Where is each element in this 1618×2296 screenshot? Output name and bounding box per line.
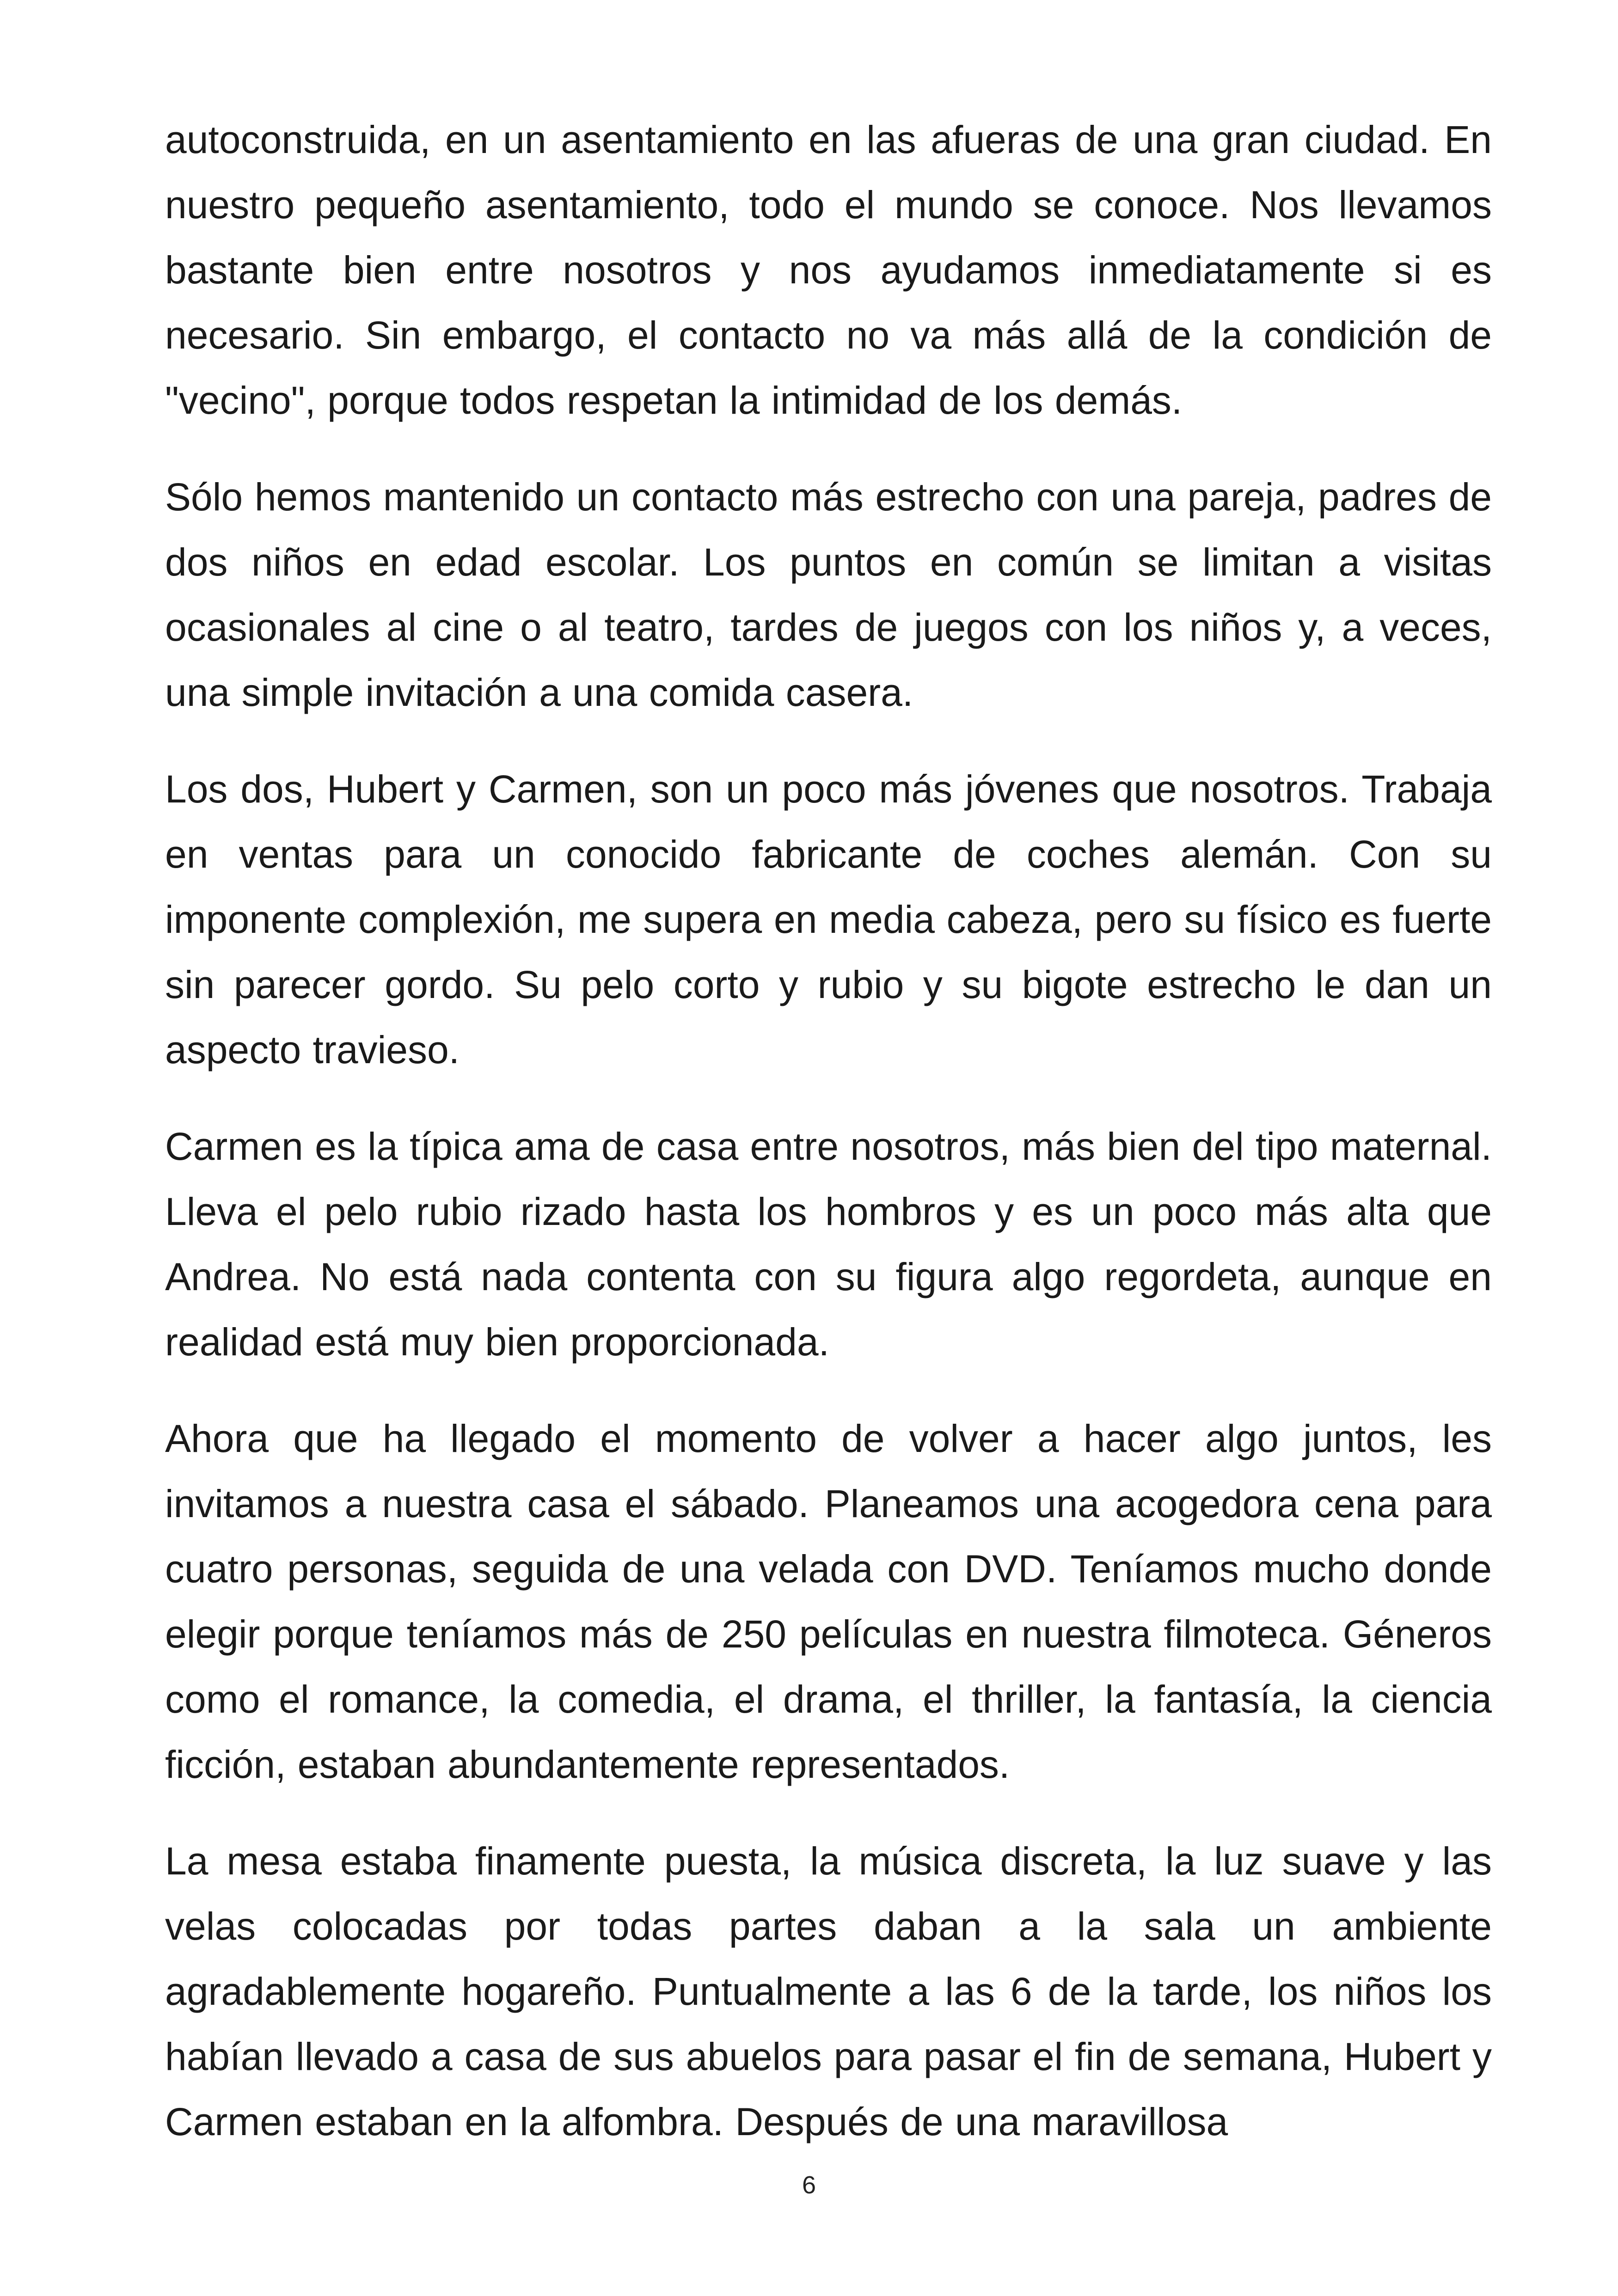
body-text xyxy=(165,107,1492,2186)
paragraph-5: Ahora que ha llegado el momento de volver a hacer algo juntos, les invitamos a nuestra casa el sábado. Planeamos una acogedora cena para cuatro personas, seguida de una velada con DVD. Teníamos mucho donde elegir porque teníamos más de 250 películas en nuestra filmoteca. Géneros como el romance, la comedia, el drama, el thriller, la fantasía, la ciencia ficción, estaban abundantemente representados. xyxy=(165,1417,1492,1786)
paragraph-3: Los dos, Hubert y Carmen, son un poco más jóvenes que nosotros. Trabaja en ventas para un conocido fabricante de coches alemán. Con su imponente complexión, me supera en media cabeza, pero su físico es fuerte sin parecer gordo. Su pelo corto y rubio y su bigote estrecho le dan un aspecto travieso. xyxy=(165,767,1492,1071)
paragraph-2: Sólo hemos mantenido un contacto más estrecho con una pareja, padres de dos niños en edad escolar. Los puntos en común se limitan a visitas ocasionales al cine o al teatro, tardes de juegos con los niños y, a veces, una simple invitación a una comida casera. xyxy=(165,475,1492,714)
paragraph-1: autoconstruida, en un asentamiento en las afueras de una gran ciudad. En nuestro pequeño asentamiento, todo el mundo se conoce. Nos llevamos bastante bien entre nosotros y nos ayudamos inmediatamente si es necesario. Sin embargo, el contacto no va más allá de la condición de "vecino", porque todos respetan la intimidad de los demás. xyxy=(165,118,1492,422)
page-number: 6 xyxy=(802,2171,816,2199)
paragraph-4: Carmen es la típica ama de casa entre nosotros, más bien del tipo maternal. Lleva el pelo rubio rizado hasta los hombros y es un poco más alta que Andrea. No está nada contenta con su figura algo regordeta, aunque en realidad está muy bien proporcionada. xyxy=(165,1125,1492,1364)
paragraph-6: La mesa estaba finamente puesta, la música discreta, la luz suave y las velas colocadas por todas partes daban a la sala un ambiente agradablemente hogareño. Puntualmente a las 6 de la tarde, los niños los habían llevado a casa de sus abuelos para pasar el fin de semana, Hubert y Carmen estaban en la alfombra. Después de una maravillosa xyxy=(165,1839,1492,2143)
